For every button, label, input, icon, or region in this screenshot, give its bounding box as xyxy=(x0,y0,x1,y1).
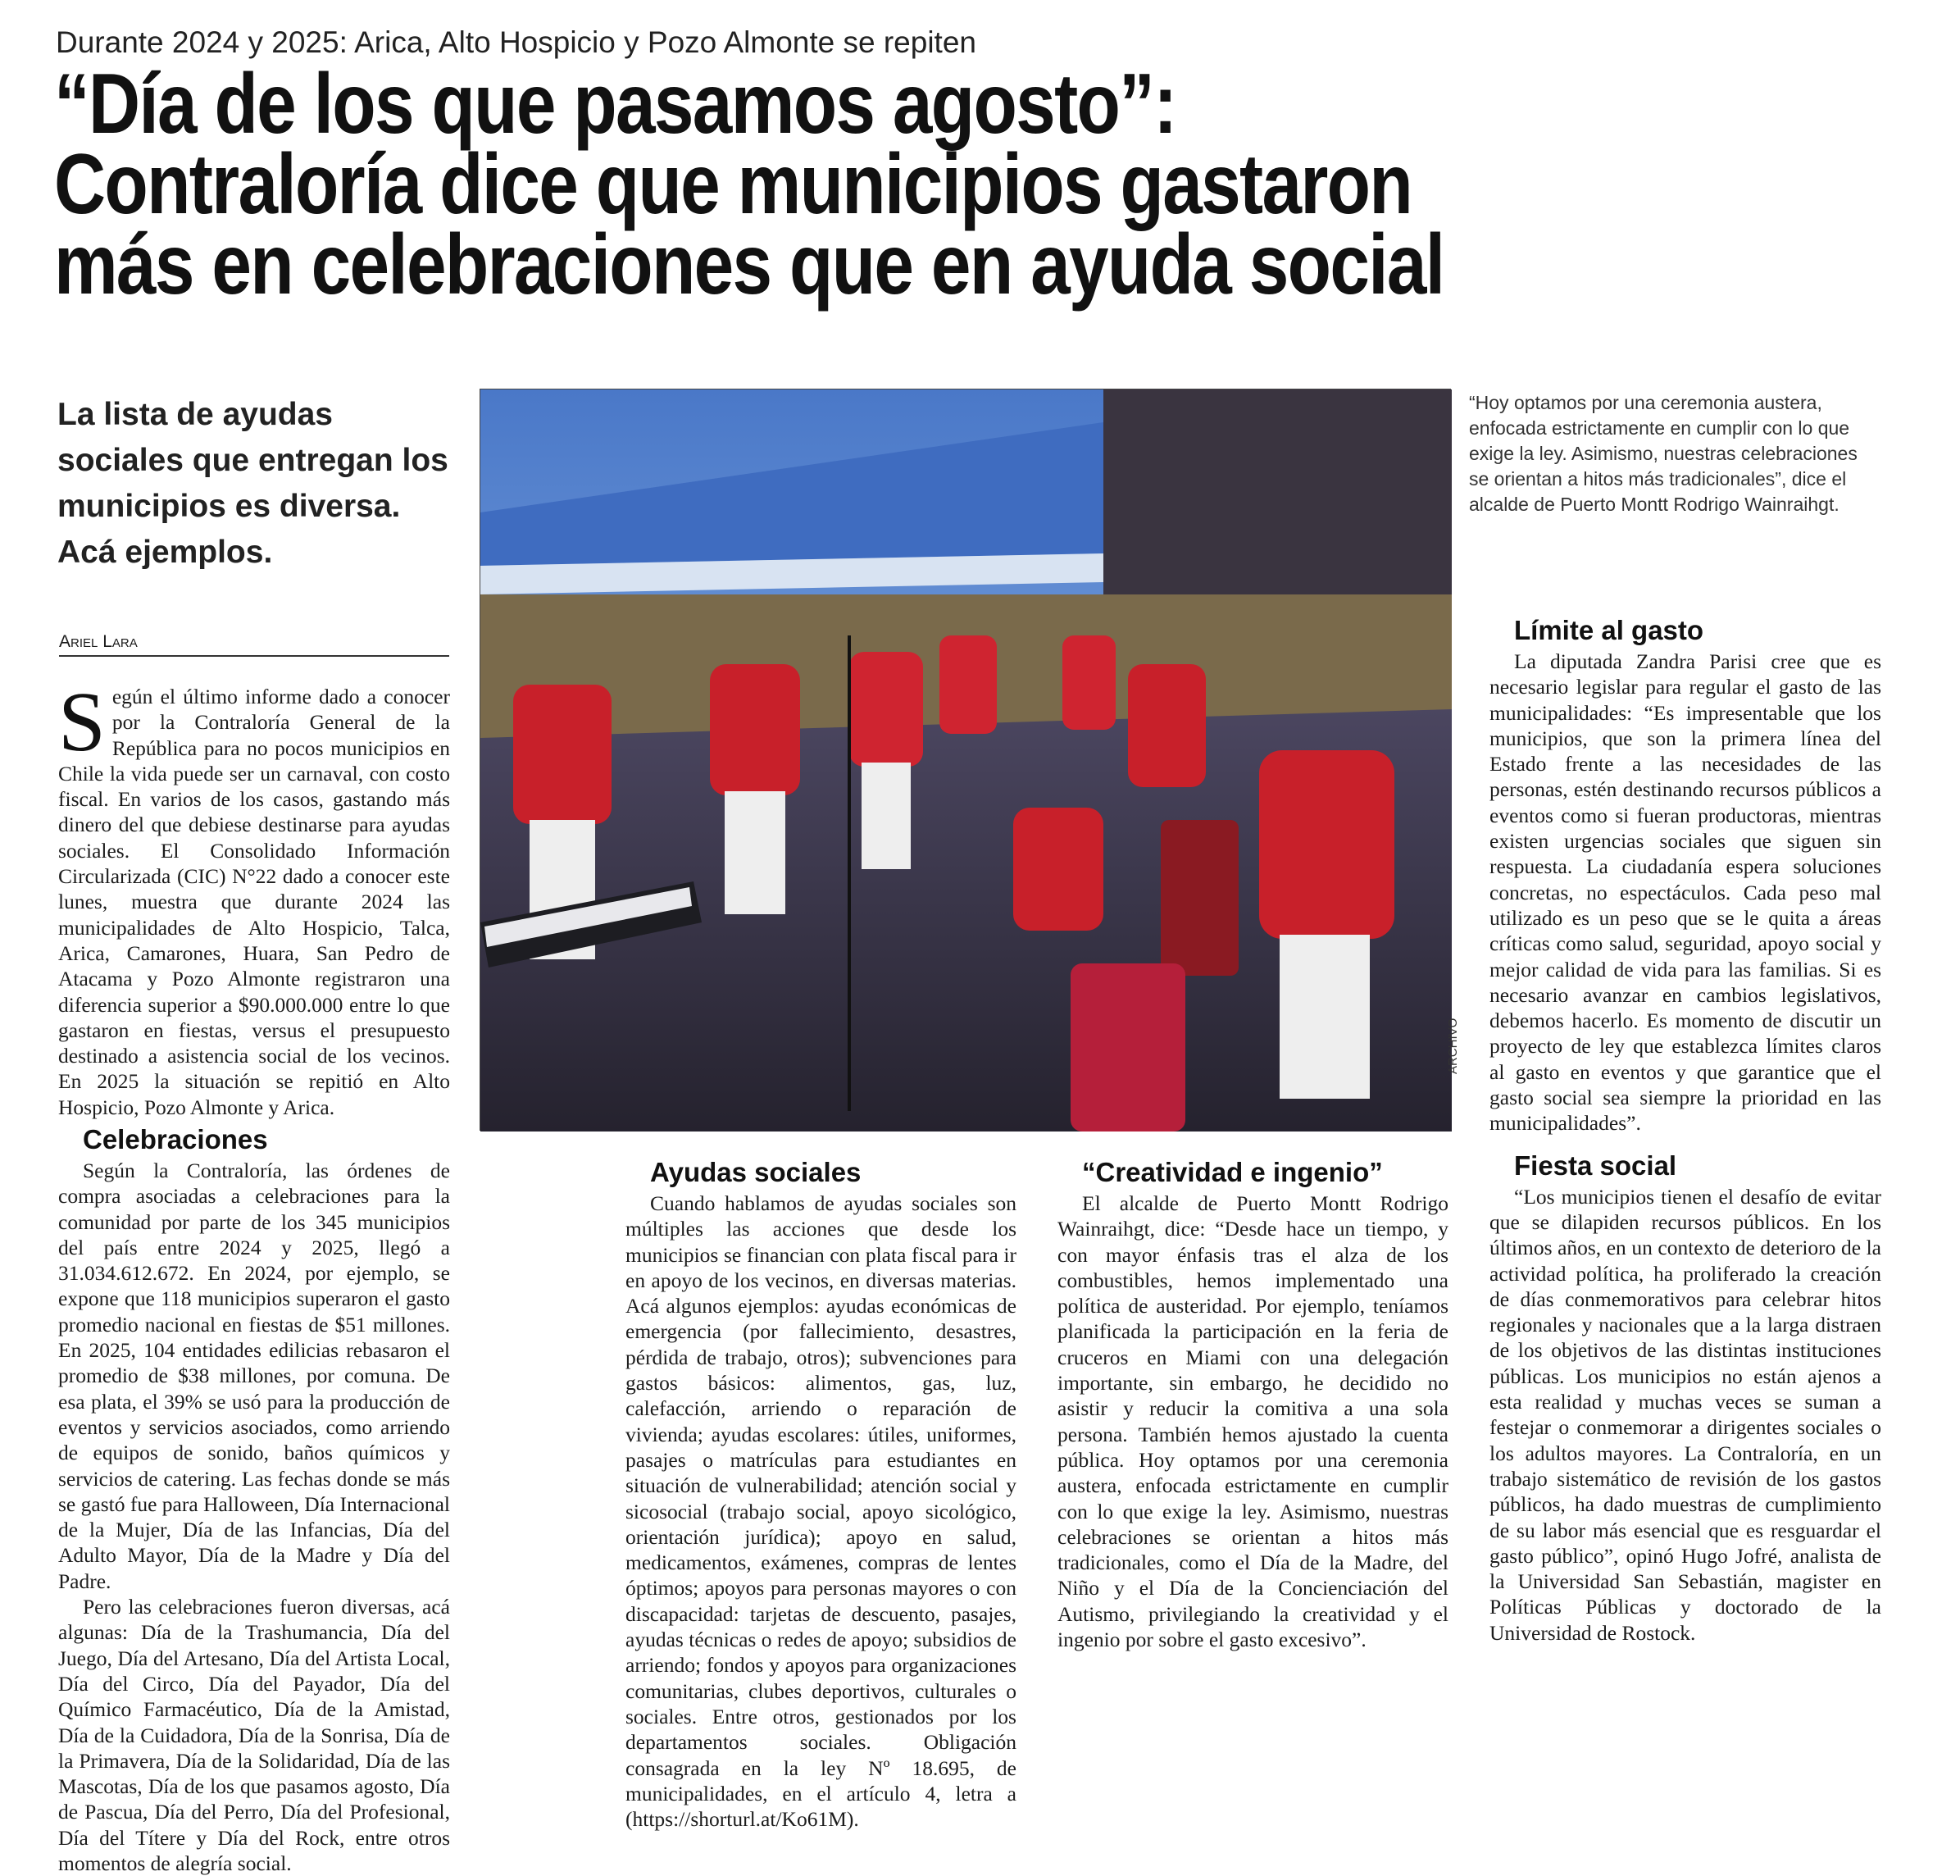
intro-text: egún el último informe dado a conocer por la Contraloría General de la República para no pocos municipios en Chile la vida puede ser un carnaval, con costo fiscal. En varios de los casos, gastando más dinero del que debiese destinarse para ayudas sociales. El Consolidado Información Circularizada (CIC) N°22 dado a conocer este lunes, muestra que durante 2024 las municipalidades de Alto Hospicio, Talca, Arica, Camarones, Huara, San Pedro de Atacama y Pozo Almonte registraron una diferencia superior a $90.000.000 entre lo que gastaron en fiestas, versus el presupuesto destinado a asistencia social de los vecinos. En 2025 la situación se repitió en Alto Hospicio, Pozo Almonte y Arica. xyxy=(58,685,450,1119)
conga-player-trousers xyxy=(1280,935,1370,1099)
musician xyxy=(849,652,923,767)
limite-heading: Límite al gasto xyxy=(1514,615,1704,645)
fiesta-heading: Fiesta social xyxy=(1514,1150,1677,1181)
ayudas-column xyxy=(625,1143,1016,1832)
concert-photo xyxy=(480,389,1451,1131)
musician xyxy=(1128,664,1206,787)
right-column xyxy=(1489,601,1881,1646)
conga-drum xyxy=(1161,820,1239,976)
limite-paragraph-1: La diputada Zandra Parisi cree que es necesario legislar para regular el gasto de las municipalidades: “Es impresentable que los municipios, que son la primera línea del Estado frente a las necesidades de las personas, estén destinando recursos públicos a eventos como si fueran productoras, mientras existen urgencias sociales que siguen sin respuesta. La ciudadanía espera soluciones concretas, no espectáculos. Cada peso mal utilizado es un peso que se le quita a áreas críticas como salud, seguridad, apoyo social y mejor calidad de vida para las familias. Si es necesario avanzar en cambios legislativos, debemos hacerlo. Es momento de discutir un proyecto de ley que establezca límites claros al gasto en eventos y que garantice que el gasto social sea siempre la prioridad en las municipalidades”. xyxy=(1489,649,1881,1136)
seated-percussionist xyxy=(1013,808,1103,931)
creatividad-heading: “Creatividad e ingenio” xyxy=(1082,1157,1383,1187)
dropcap: S xyxy=(58,675,106,769)
photo-credit: ARCHIVO xyxy=(1446,1018,1460,1074)
ayudas-paragraph-1: Cuando hablamos de ayudas sociales son múltiples las acciones que desde los municipios se financian con plata fiscal para ir en apoyo de los vecinos, en diversas materias. Acá algunos ejemplos: ayudas económicas de emergencia (por fallecimiento, desastres, pérdida de trabajo, otros); subvenciones para gastos básicos: alimentos, gas, luz, calefacción, arriendo o reparación de vivienda; ayudas escolares: útiles, uniformes, pasajes o matrículas para estudiantes en situación de vulnerabilidad; atención social y sicosocial (trabajo social, apoyo sicológico, orientación jurídica); apoyo en salud, medicamentos, exámenes, compras de lentes óptimos; apoyos para personas mayores o con discapacidad: tarjetas de descuento, pasajes, ayudas técnicas o redes de apoyo; subsidios de arriendo; fondos y apoyos para organizaciones comunitarias, clubes deportivos, culturales o sociales. Entre otros, gestionados por los departamentos sociales. Obligación consagrada en la ley Nº 18.695, de municipalidades, en el artículo 4, letra a (https://shorturl.at/Ko61M). xyxy=(625,1191,1016,1832)
concert-photo-image xyxy=(480,389,1452,1132)
musician-trousers xyxy=(862,763,911,869)
headline-line-1: “Día de los que pasamos agosto”: xyxy=(54,57,1176,152)
byline: Ariel Lara xyxy=(59,631,449,657)
fiesta-paragraph-1: “Los municipios tienen el desafío de evitar que se dilapiden recursos públicos. En los últimos años, en un contexto de deterioro de la actividad política, ha proliferado la creación de días conmemorativos para celebrar hitos regionales y nacionales que a la larga distraen de los objetivos de las distintas instituciones públicas. Los municipios no están ajenos a esta realidad y muchas veces se suman a festejar o conmemorar a dirigentes sociales o los adultos mayores. La Contraloría, en un trabajo sistemático de revisión de los gastos públicos, ha dado muestras de cumplimiento de su labor más esencial que es resguardar el gasto público”, opinó Hugo Jofré, analista de la Universidad San Sebastián, magister en Políticas Públicas y doctorado de la Universidad de Rostock. xyxy=(1489,1184,1881,1645)
headline xyxy=(54,57,1603,312)
suitcase xyxy=(1071,963,1185,1132)
headline-line-2: Contraloría dice que municipios gastaron xyxy=(54,137,1412,232)
musician xyxy=(710,664,800,795)
creatividad-paragraph-1: El alcalde de Puerto Montt Rodrigo Wainraihgt, dice: “Desde hace un tiempo, y con mayor énfasis tras el alza de los combustibles, hemos implementado una política de austeridad. Por ejemplo, teníamos planificada la participación en la feria de cruceros en Miami con una delegación importante, sin embargo, he decidido no asistir y reducir la comitiva a una sola persona. También hemos ajustado la cuenta pública. Hoy optamos por una ceremonia austera, enfocada estrictamente en cumplir con lo que exige la ley. Asimismo, nuestras celebraciones se orientan a hitos más tradicionales, como el Día de la Madre, del Niño y el Día de la Concienciación del Autismo, privilegiando la creatividad y el ingenio por sobre el gasto excesivo”. xyxy=(1057,1191,1448,1652)
celebraciones-paragraph-1: Según la Contraloría, las órdenes de compra asociadas a celebraciones para la comunidad por parte de los 345 municipios del país entre 2024 y 2025, llegó a 31.034.612.672. En 2024, por ejemplo, se expone que 118 municipios superaron el gasto promedio nacional en fiestas de $51 millones. En 2025, 104 entidades edilicias rebasaron el promedio de $38 millones, por comuna. De esa plata, el 39% se usó para la producción de eventos y servicios asociados, como arriendo de equipos de sonido, baños químicos y servicios de catering. Las fechas donde se más se gastó fue para Halloween, Día Internacional de la Mujer, Día de las Infancias, Día del Adulto Mayor, Día de la Madre y Día del Padre. xyxy=(58,1159,450,1593)
celebraciones-paragraph-2: Pero las celebraciones fueron diversas, acá algunas: Día de la Trashumancia, Día del Juego, Día del Artesano, Día del Artista Local, Día del Circo, Día del Payador, Día del Químico Farmacéutico, Día de la Amistad, Día de la Cuidadora, Día de la Sonrisa, Día de la Primavera, Día de la Solidaridad, Día de las Mascotas, Día de los que pasamos agosto, Día de Pascua, Día del Perro, Día del Profesional, Día del Títere y Día del Rock, entre otros momentos de alegría social. xyxy=(58,1595,450,1876)
pull-quote: “Hoy optamos por una ceremonia austera, enfocada estrictamente en cumplir con lo que exige la ley. Asimismo, nuestras celebraciones se orientan a hitos más tradicionales”, dice el alcalde de Puerto Montt Rodrigo Wainraihgt. xyxy=(1469,392,1858,515)
ayudas-heading: Ayudas sociales xyxy=(650,1157,862,1187)
deck: La lista de ayudas sociales que entregan los municipios es diversa. Acá ejemplos. xyxy=(57,397,448,570)
musician xyxy=(1062,635,1116,730)
headline-line-3: más en celebraciones que en ayuda social xyxy=(54,217,1444,312)
celebraciones-column xyxy=(58,1110,450,1876)
creatividad-column xyxy=(1057,1143,1448,1652)
musician xyxy=(939,635,997,734)
intro-paragraph xyxy=(58,675,450,1120)
musician-trousers xyxy=(725,791,785,914)
kicker: Durante 2024 y 2025: Arica, Alto Hospicio y Pozo Almonte se repiten xyxy=(56,25,976,59)
conga-player xyxy=(1259,750,1394,939)
intro-column xyxy=(58,675,450,1120)
celebraciones-heading: Celebraciones xyxy=(83,1124,268,1154)
musician xyxy=(513,685,612,824)
